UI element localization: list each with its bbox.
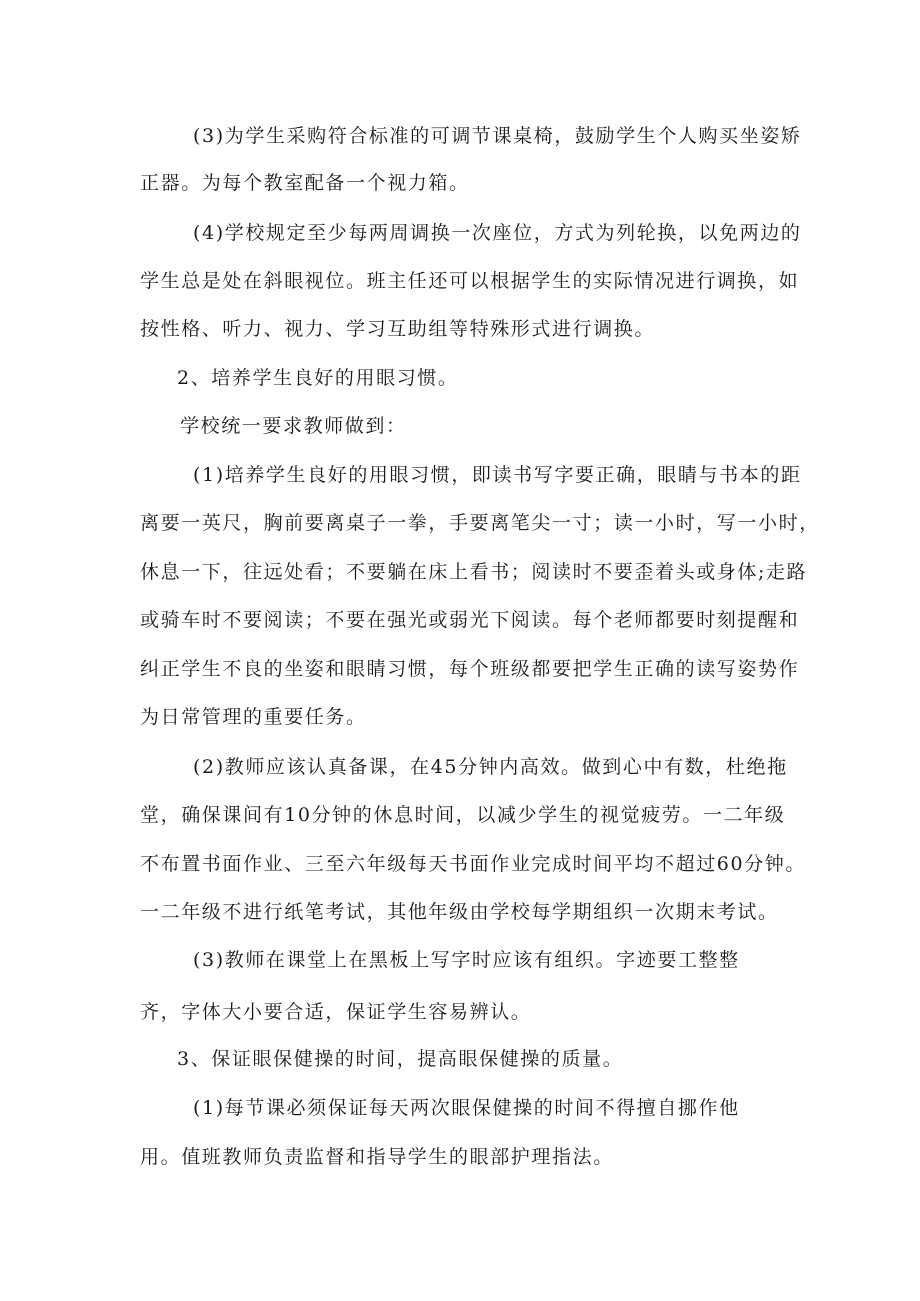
text-line: (3)教师在课堂上在黑板上写字时应该有组织。字迹要工整整: [193, 949, 740, 971]
text-line: 为日常管理的重要任务。: [140, 706, 367, 728]
text-line: 学生总是处在斜眼视位。班主任还可以根据学生的实际情况进行调换，如: [140, 270, 800, 292]
text-line: 不布置书面作业、三至六年级每天书面作业完成时间平均不超过60分钟。: [140, 853, 806, 875]
text-line: 学校统一要求教师做到：: [180, 415, 407, 437]
section-heading: 3、保证眼保健操的时间，提高眼保健操的质量。: [177, 1048, 624, 1070]
text-line: (1)培养学生良好的用眼习惯，即读书写字要正确，眼睛与书本的距: [193, 464, 802, 486]
text-line: 纠正学生不良的坐姿和眼睛习惯，每个班级都要把学生正确的读写姿势作: [140, 658, 800, 680]
text-line: (3)为学生采购符合标准的可调节课桌椅，鼓励学生个人购买坐姿矫: [193, 125, 802, 147]
text-line: 离要一英尺，胸前要离桌子一拳，手要离笔尖一寸；读一小时，写一小时，: [140, 512, 820, 534]
text-line: (1)每节课必须保证每天两次眼保健操的时间不得擅自挪作他: [193, 1097, 740, 1119]
text-line: 或骑车时不要阅读；不要在强光或弱光下阅读。每个老师都要时刻提醒和: [140, 609, 800, 631]
text-line: 一二年级不进行纸笔考试，其他年级由学校每学期组织一次期末考试。: [140, 901, 779, 923]
text-line: 齐，字体大小要合适，保证学生容易辨认。: [140, 1001, 532, 1023]
text-line: (2)教师应该认真备课，在45分钟内高效。做到心中有数，杜绝拖: [193, 756, 788, 778]
text-line: 堂，确保课间有10分钟的休息时间，以减少学生的视觉疲劳。一二年级: [140, 804, 786, 826]
text-line: 休息一下，往远处看；不要躺在床上看书；阅读时不要歪着头或身体;走路: [140, 561, 808, 583]
text-line: 用。值班教师负责监督和指导学生的眼部护理指法。: [140, 1146, 614, 1168]
text-line: (4)学校规定至少每两周调换一次座位，方式为列轮换，以免两边的: [193, 222, 802, 244]
section-heading: 2、培养学生良好的用眼习惯。: [177, 367, 459, 389]
text-line: 正器。为每个教室配备一个视力箱。: [140, 172, 470, 194]
text-line: 按性格、听力、视力、学习互助组等特殊形式进行调换。: [140, 318, 656, 340]
